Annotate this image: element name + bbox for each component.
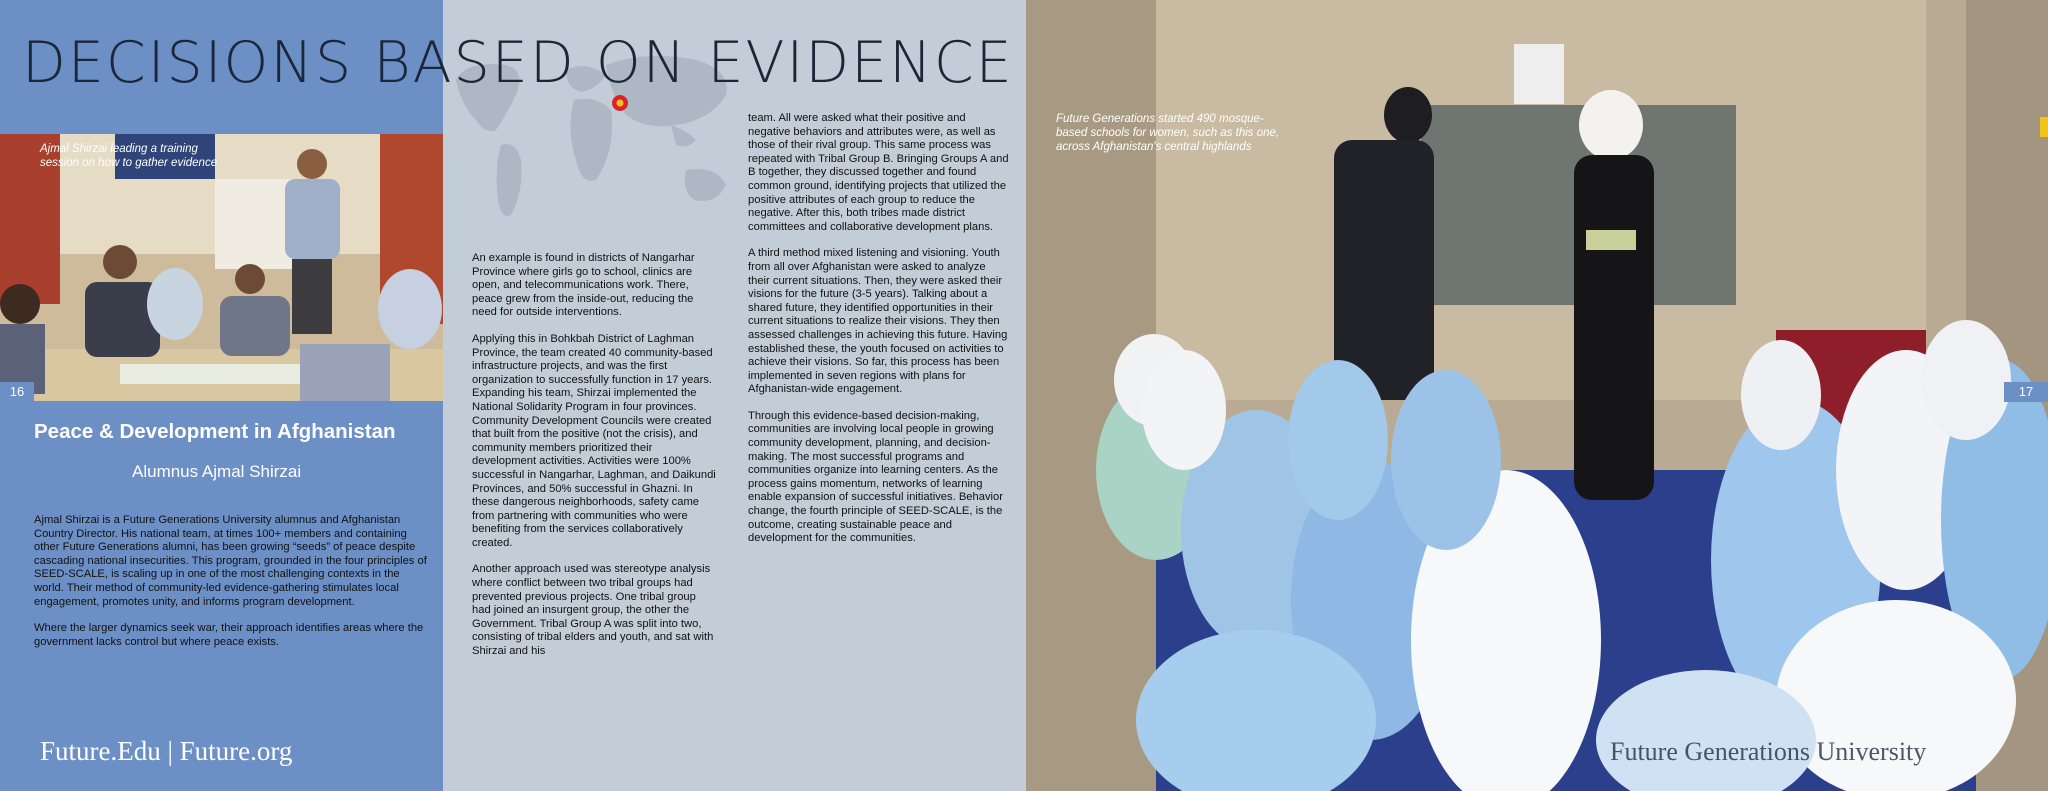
page-number-left: 16 xyxy=(0,382,34,402)
right-paragraph: A third method mixed listening and visioning. Youth from all over Afghanistan were asked to analyze their current situations. Then, they were asked their visions for the future (3-5 years). Talking about a shared future, they identified opportunities in their current situations to realize their visions. They then assessed challenges in achieving this future. Having established these, the youth focused on activities to achieve their visions. So far, this process has been implemented in seven regions with plans for Afghanistan-wide engagement. xyxy=(748,247,1008,396)
right-photo-caption: Future Generations started 490 mosque-based schools for women, such as this one, across Afghanistan's central highlands xyxy=(1056,113,1280,153)
right-paragraph: Through this evidence-based decision-making, communities are involving local people in growing community development, planning, and decision-making. The most successful programs and communities organize into learning centers. As the process gains momentum, networks of learning enable expansion of successful initiatives. Behavior change, the fourth principle of SEED-SCALE, is the outcome, creating sustainable peace and development for the communities. xyxy=(748,409,1003,545)
accent-tab xyxy=(2040,117,2048,137)
left-photo-caption: Ajmal Shirzai leading a training session on how to gather evidence xyxy=(40,143,218,169)
right-paragraph: team. All were asked what their positive and negative behaviors and attributes were, as well as those of their rival group. This same process was repeated with Tribal Group B. Bringing Groups A and B together, they discussed together and found common ground, identifying projects that utilized the positive attributes of each group to reduce the negative. After this, both tribes made district committees and collaborative development plans. xyxy=(748,112,1009,233)
map-marker-center xyxy=(617,100,624,107)
training-photo xyxy=(0,134,443,401)
footer-university-name: Future Generations University xyxy=(1610,737,1927,766)
left-body-text xyxy=(34,514,429,662)
page-title: DECISIONS BASED ON EVIDENCE xyxy=(22,30,1014,96)
middle-body-text xyxy=(472,252,717,672)
middle-paragraph: Another approach used was stereotype analysis where conflict between two tribal groups had prevented previous projects. One tribal group had joined an insurgent group, the other the Government. Tribal Group A was split into two, consisting of tribal elders and youth, and sat with Shirzai and his xyxy=(472,563,714,658)
left-paragraph: Ajmal Shirzai is a Future Generations University alumnus and Afghanistan Country Director. His national team, at times 100+ members and containing other Future Generations alumni, has been growing “seeds” of peace despite cascading national insecurities. This program, grounded in the four principles of SEED-SCALE, is scaling up in one of the most challenging contexts in the world. Their method of community-led evidence-gathering stimulates local engagement, promotes unity, and informs program development. xyxy=(34,514,427,608)
footer-websites[interactable]: Future.Edu | Future.org xyxy=(40,736,293,766)
section-title: Peace & Development in Afghanistan xyxy=(34,420,396,443)
page-number-right: 17 xyxy=(2004,382,2048,402)
section-subtitle: Alumnus Ajmal Shirzai xyxy=(132,462,302,481)
middle-paragraph: Applying this in Bohkbah District of Laghman Province, the team created 40 community-based infrastructure projects, and was the first organization to successfully function in 17 years. Expanding his team, Shirzai implemented the National Solidarity Program in four provinces. Community Development Councils were created that built from the positive (not the crisis), and community members prioritized their development activities. Activities were 100% successful in Nangarhar, Laghman, and Daikundi Provinces, and 50% successful in Ghazni. In these dangerous neighborhoods, safety came from partnering with communities who were benefiting from the services collaboratively created. xyxy=(472,332,716,549)
left-paragraph: Where the larger dynamics seek war, their approach identifies areas where the government lacks control but where peace exists. xyxy=(34,622,424,648)
training-photo-illustration xyxy=(0,134,443,401)
right-body-text xyxy=(748,112,1010,559)
middle-paragraph: An example is found in districts of Nangarhar Province where girls go to school, clinics are open, and telecommunications work. There, peace grew from the inside-out, reducing the need for outside interventions. xyxy=(472,252,695,319)
